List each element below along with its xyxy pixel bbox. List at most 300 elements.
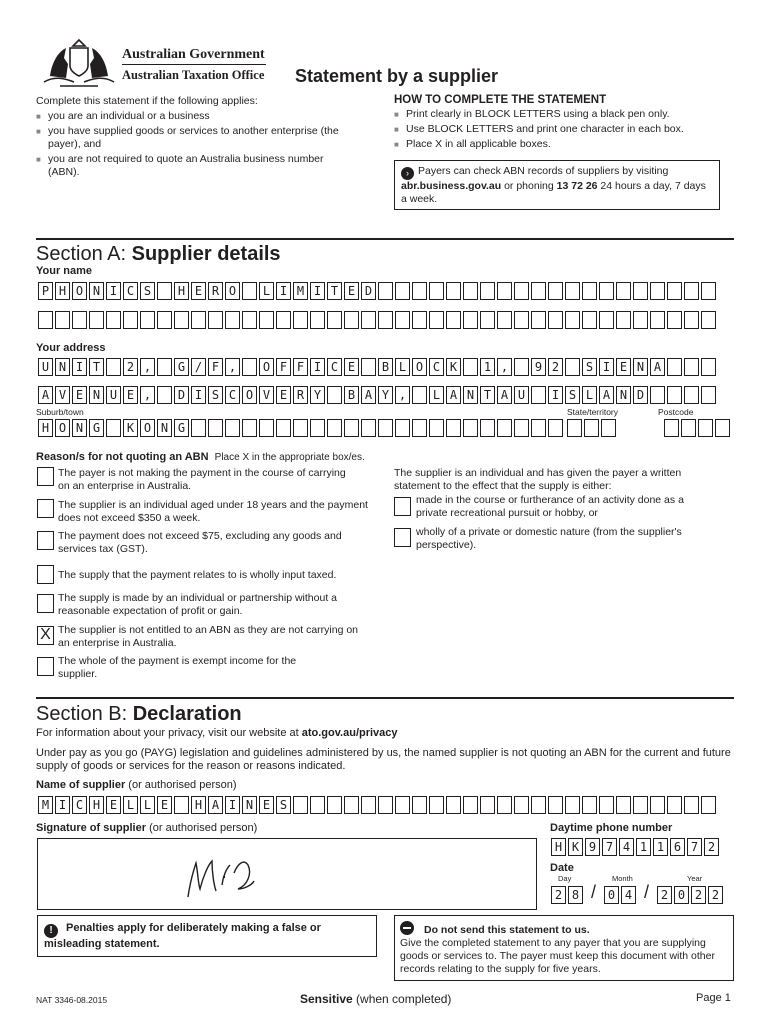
char-box[interactable] (667, 358, 682, 376)
char-box[interactable] (480, 419, 495, 437)
char-box[interactable] (327, 386, 342, 404)
char-box[interactable] (446, 311, 461, 329)
char-box[interactable] (225, 419, 240, 437)
char-box[interactable]: U (106, 386, 121, 404)
char-box[interactable] (664, 419, 679, 437)
char-box[interactable]: / (191, 358, 206, 376)
char-box[interactable] (565, 282, 580, 300)
char-box[interactable] (429, 282, 444, 300)
char-box[interactable]: H (551, 838, 566, 856)
char-box[interactable] (446, 282, 461, 300)
char-box[interactable]: P (38, 282, 53, 300)
char-box[interactable]: , (497, 358, 512, 376)
char-box[interactable]: I (55, 796, 70, 814)
char-box[interactable] (514, 358, 529, 376)
char-box[interactable]: L (582, 386, 597, 404)
char-box[interactable]: E (157, 796, 172, 814)
char-box[interactable] (429, 419, 444, 437)
char-box[interactable]: N (72, 419, 87, 437)
reason-checkbox[interactable] (37, 531, 54, 550)
char-box[interactable] (293, 311, 308, 329)
char-box[interactable]: A (446, 386, 461, 404)
char-box[interactable] (361, 311, 376, 329)
char-box[interactable] (327, 311, 342, 329)
phone-field[interactable] (551, 838, 721, 856)
char-box[interactable]: S (140, 282, 155, 300)
char-box[interactable] (429, 796, 444, 814)
char-box[interactable]: N (55, 358, 70, 376)
your-name-label: Your name (36, 265, 93, 277)
char-box[interactable] (412, 311, 427, 329)
char-box[interactable]: C (123, 282, 138, 300)
char-box[interactable] (548, 419, 563, 437)
reason-checkbox[interactable] (394, 497, 411, 516)
char-box[interactable] (701, 796, 716, 814)
char-box[interactable] (412, 796, 427, 814)
char-box[interactable] (567, 419, 582, 437)
char-box[interactable]: N (616, 386, 631, 404)
char-box[interactable]: S (208, 386, 223, 404)
char-box[interactable] (531, 796, 546, 814)
char-box[interactable]: I (225, 796, 240, 814)
char-box[interactable]: 0 (674, 886, 689, 904)
char-box[interactable] (157, 282, 172, 300)
char-box[interactable]: N (633, 358, 648, 376)
char-box[interactable] (514, 311, 529, 329)
char-box[interactable] (463, 311, 478, 329)
char-box[interactable]: G (174, 419, 189, 437)
char-box[interactable] (106, 311, 121, 329)
reason-checkbox[interactable] (394, 528, 411, 547)
char-box[interactable]: I (191, 386, 206, 404)
char-box[interactable]: O (140, 419, 155, 437)
char-box[interactable]: A (650, 358, 665, 376)
char-box[interactable] (412, 282, 427, 300)
char-box[interactable] (599, 311, 614, 329)
char-box[interactable] (395, 419, 410, 437)
char-box[interactable]: I (310, 282, 325, 300)
char-box[interactable] (72, 311, 87, 329)
char-box[interactable] (599, 796, 614, 814)
char-box[interactable] (497, 419, 512, 437)
char-box[interactable] (327, 796, 342, 814)
char-box[interactable] (701, 311, 716, 329)
char-box[interactable] (106, 358, 121, 376)
char-box[interactable] (548, 311, 563, 329)
char-box[interactable] (191, 419, 206, 437)
char-box[interactable] (701, 386, 716, 404)
char-box[interactable]: D (633, 386, 648, 404)
char-box[interactable] (446, 419, 461, 437)
char-box[interactable]: L (123, 796, 138, 814)
char-box[interactable] (667, 311, 682, 329)
char-box[interactable] (582, 311, 597, 329)
char-box[interactable]: 1 (480, 358, 495, 376)
char-box[interactable] (701, 282, 716, 300)
char-box[interactable] (276, 311, 291, 329)
char-box[interactable]: T (480, 386, 495, 404)
abr-link[interactable]: abr.business.gov.au (401, 180, 502, 192)
char-box[interactable]: 7 (602, 838, 617, 856)
date-day-field[interactable] (551, 886, 585, 904)
intro-lead: Complete this statement if the following applies: (36, 95, 258, 107)
char-box[interactable] (650, 311, 665, 329)
intro-item: ■ you are not required to quote an Australia business number (ABN). (36, 153, 341, 179)
char-box[interactable] (208, 311, 223, 329)
char-box[interactable] (378, 796, 393, 814)
char-box[interactable] (140, 311, 155, 329)
char-box[interactable]: O (259, 358, 274, 376)
char-box[interactable]: F (208, 358, 223, 376)
char-box[interactable] (327, 419, 342, 437)
postcode-field[interactable] (664, 419, 732, 437)
char-box[interactable] (123, 311, 138, 329)
state-field[interactable] (567, 419, 618, 437)
char-box[interactable]: E (276, 386, 291, 404)
char-box[interactable] (38, 311, 53, 329)
char-box[interactable] (463, 282, 478, 300)
char-box[interactable]: N (463, 386, 478, 404)
char-box[interactable]: M (293, 282, 308, 300)
char-box[interactable]: E (72, 386, 87, 404)
char-box[interactable] (412, 386, 427, 404)
char-box[interactable]: L (429, 386, 444, 404)
char-box[interactable] (616, 282, 631, 300)
char-box[interactable] (361, 796, 376, 814)
char-box[interactable]: O (225, 282, 240, 300)
char-box[interactable] (633, 311, 648, 329)
char-box[interactable]: N (89, 282, 104, 300)
char-box[interactable] (531, 311, 546, 329)
char-box[interactable] (157, 311, 172, 329)
char-box[interactable] (361, 358, 376, 376)
char-box[interactable]: O (412, 358, 427, 376)
char-box[interactable]: K (123, 419, 138, 437)
date-year-field[interactable] (657, 886, 725, 904)
char-box[interactable]: E (106, 796, 121, 814)
char-box[interactable]: U (514, 386, 529, 404)
char-box[interactable] (293, 419, 308, 437)
char-box[interactable] (548, 796, 563, 814)
char-box[interactable]: 8 (568, 886, 583, 904)
char-box[interactable] (480, 796, 495, 814)
char-box[interactable] (667, 282, 682, 300)
coat-of-arms-logo (40, 36, 118, 88)
char-box[interactable]: C (327, 358, 342, 376)
char-box[interactable] (259, 419, 274, 437)
char-box[interactable]: A (208, 796, 223, 814)
char-box[interactable] (242, 419, 257, 437)
char-box[interactable] (681, 419, 696, 437)
char-box[interactable]: V (55, 386, 70, 404)
char-box[interactable] (378, 282, 393, 300)
char-box[interactable]: C (225, 386, 240, 404)
char-box[interactable] (361, 419, 376, 437)
char-box[interactable] (89, 311, 104, 329)
char-box[interactable] (463, 796, 478, 814)
char-box[interactable] (514, 796, 529, 814)
char-box[interactable] (684, 358, 699, 376)
char-box[interactable] (480, 282, 495, 300)
char-box[interactable]: K (446, 358, 461, 376)
char-box[interactable]: N (89, 386, 104, 404)
char-box[interactable] (106, 419, 121, 437)
char-box[interactable] (565, 311, 580, 329)
char-box[interactable]: 2 (704, 838, 719, 856)
note-text: or phoning (501, 180, 557, 192)
char-box[interactable]: 2 (708, 886, 723, 904)
char-box[interactable] (531, 282, 546, 300)
char-box[interactable] (463, 358, 478, 376)
char-box[interactable] (616, 796, 631, 814)
char-box[interactable] (310, 796, 325, 814)
char-box[interactable] (565, 796, 580, 814)
reason-text: The supply that the payment relates to is wholly input taxed. (58, 569, 337, 581)
char-box[interactable]: 2 (551, 886, 566, 904)
char-box[interactable]: E (191, 282, 206, 300)
char-box[interactable] (395, 282, 410, 300)
privacy-line: For information about your privacy, visit our website at ato.gov.au/privacy (36, 727, 398, 739)
address-row-2[interactable] (38, 386, 718, 404)
char-box[interactable]: F (293, 358, 308, 376)
char-box[interactable]: G (174, 358, 189, 376)
section-rule (36, 697, 734, 699)
char-box[interactable]: L (395, 358, 410, 376)
char-box[interactable]: A (38, 386, 53, 404)
char-box[interactable]: S (276, 796, 291, 814)
char-box[interactable] (463, 419, 478, 437)
char-box[interactable] (650, 386, 665, 404)
signature-box[interactable] (37, 838, 537, 910)
char-box[interactable]: V (259, 386, 274, 404)
char-box[interactable]: U (38, 358, 53, 376)
char-box[interactable] (242, 358, 257, 376)
char-box[interactable] (531, 419, 546, 437)
char-box[interactable] (310, 311, 325, 329)
char-box[interactable] (174, 311, 189, 329)
char-box[interactable]: , (140, 386, 155, 404)
name-row-2[interactable] (38, 311, 718, 329)
char-box[interactable]: 9 (531, 358, 546, 376)
char-box[interactable] (497, 282, 512, 300)
char-box[interactable] (565, 358, 580, 376)
char-box[interactable] (378, 419, 393, 437)
char-box[interactable]: , (140, 358, 155, 376)
char-box[interactable] (698, 419, 713, 437)
char-box[interactable] (310, 419, 325, 437)
char-box[interactable] (242, 311, 257, 329)
char-box[interactable] (157, 358, 172, 376)
reason-checkbox[interactable] (37, 565, 54, 584)
char-box[interactable]: S (565, 386, 580, 404)
char-box[interactable] (378, 311, 393, 329)
sensitive-marking: Sensitive (when completed) (300, 992, 452, 1006)
char-box[interactable] (259, 311, 274, 329)
char-box[interactable]: C (429, 358, 444, 376)
reason-text: The payment does not exceed $75, excluding any goods and services tax (GST). (58, 530, 342, 555)
char-box[interactable] (55, 311, 70, 329)
char-box[interactable] (684, 386, 699, 404)
char-box[interactable] (174, 796, 189, 814)
char-box[interactable]: 4 (619, 838, 634, 856)
char-box[interactable] (344, 419, 359, 437)
char-box[interactable] (497, 796, 512, 814)
char-box[interactable]: D (361, 282, 376, 300)
char-box[interactable]: R (208, 282, 223, 300)
char-box[interactable]: 2 (691, 886, 706, 904)
char-box[interactable]: R (293, 386, 308, 404)
char-box[interactable] (344, 796, 359, 814)
char-box[interactable]: I (548, 386, 563, 404)
char-box[interactable] (650, 796, 665, 814)
char-box[interactable]: H (89, 796, 104, 814)
date-separator: / (591, 882, 597, 902)
char-box[interactable] (633, 282, 648, 300)
char-box[interactable]: A (599, 386, 614, 404)
char-box[interactable]: F (276, 358, 291, 376)
char-box[interactable] (497, 311, 512, 329)
your-address-label: Your address (36, 342, 106, 354)
char-box[interactable]: 0 (604, 886, 619, 904)
char-box[interactable]: K (568, 838, 583, 856)
reason-checkbox[interactable] (37, 467, 54, 486)
phone-label: Daytime phone number (550, 822, 673, 834)
char-box[interactable]: 1 (653, 838, 668, 856)
char-box[interactable]: I (310, 358, 325, 376)
char-box[interactable] (616, 311, 631, 329)
page-number: Page 1 (696, 992, 731, 1004)
char-box[interactable]: I (72, 358, 87, 376)
char-box[interactable]: N (242, 796, 257, 814)
char-box[interactable]: E (616, 358, 631, 376)
month-label: Month (612, 874, 633, 883)
char-box[interactable]: 2 (548, 358, 563, 376)
char-box[interactable]: L (140, 796, 155, 814)
char-box[interactable] (446, 796, 461, 814)
reason-checkbox[interactable] (37, 499, 54, 518)
char-box[interactable]: T (327, 282, 342, 300)
char-box[interactable]: O (55, 419, 70, 437)
char-box[interactable] (684, 282, 699, 300)
address-row-1[interactable] (38, 358, 718, 376)
char-box[interactable] (293, 796, 308, 814)
char-box[interactable]: B (344, 386, 359, 404)
char-box[interactable]: N (157, 419, 172, 437)
char-box[interactable] (684, 311, 699, 329)
char-box[interactable] (276, 419, 291, 437)
char-box[interactable]: O (72, 282, 87, 300)
char-box[interactable]: D (174, 386, 189, 404)
char-box[interactable] (395, 311, 410, 329)
reason-text: The supply is made by an individual or partnership without a reasonable expectation of profit or gain. (58, 592, 337, 617)
char-box[interactable] (531, 386, 546, 404)
suburb-field[interactable] (38, 419, 565, 437)
char-box[interactable] (715, 419, 730, 437)
char-box[interactable] (599, 282, 614, 300)
char-box[interactable] (429, 311, 444, 329)
char-box[interactable]: Y (378, 386, 393, 404)
char-box[interactable] (412, 419, 427, 437)
char-box[interactable] (582, 796, 597, 814)
char-box[interactable]: , (395, 386, 410, 404)
char-box[interactable] (684, 796, 699, 814)
char-box[interactable]: I (106, 282, 121, 300)
char-box[interactable]: G (89, 419, 104, 437)
char-box[interactable]: O (242, 386, 257, 404)
char-box[interactable] (480, 311, 495, 329)
char-box[interactable]: I (276, 282, 291, 300)
char-box[interactable] (633, 796, 648, 814)
char-box[interactable] (667, 796, 682, 814)
char-box[interactable] (667, 386, 682, 404)
char-box[interactable]: E (123, 386, 138, 404)
char-box[interactable] (701, 358, 716, 376)
char-box[interactable]: E (344, 358, 359, 376)
reason-checkbox[interactable] (37, 594, 54, 613)
char-box[interactable]: M (38, 796, 53, 814)
char-box[interactable]: Y (310, 386, 325, 404)
state-label: State/territory (567, 407, 619, 417)
char-box[interactable]: C (72, 796, 87, 814)
char-box[interactable] (582, 282, 597, 300)
char-box[interactable]: E (259, 796, 274, 814)
char-box[interactable]: 2 (657, 886, 672, 904)
char-box[interactable] (191, 311, 206, 329)
char-box[interactable] (514, 282, 529, 300)
char-box[interactable]: 9 (585, 838, 600, 856)
char-box[interactable] (548, 282, 563, 300)
char-box[interactable] (208, 419, 223, 437)
char-box[interactable]: I (599, 358, 614, 376)
char-box[interactable] (225, 311, 240, 329)
char-box[interactable]: H (174, 282, 189, 300)
supplier-name-field[interactable] (38, 796, 718, 814)
header-divider (122, 64, 266, 65)
char-box[interactable]: H (191, 796, 206, 814)
declaration-body: Under pay as you go (PAYG) legislation and guidelines administered by us, the named supplier is not quoting an ABN for the current and future supply of goods or services for the reason or reasons indicated. (36, 747, 731, 772)
char-box[interactable] (584, 419, 599, 437)
char-box[interactable] (650, 282, 665, 300)
char-box[interactable]: 6 (670, 838, 685, 856)
char-box[interactable]: B (378, 358, 393, 376)
char-box[interactable]: T (89, 358, 104, 376)
char-box[interactable]: 4 (621, 886, 636, 904)
char-box[interactable]: L (259, 282, 274, 300)
char-box[interactable] (242, 282, 257, 300)
date-month-field[interactable] (604, 886, 638, 904)
char-box[interactable]: , (225, 358, 240, 376)
name-row-1[interactable] (38, 282, 718, 300)
char-box[interactable] (601, 419, 616, 437)
char-box[interactable]: H (55, 282, 70, 300)
char-box[interactable]: E (344, 282, 359, 300)
reason-checkbox[interactable] (37, 657, 54, 676)
char-box[interactable] (395, 796, 410, 814)
char-box[interactable]: 1 (636, 838, 651, 856)
char-box[interactable] (514, 419, 529, 437)
char-box[interactable]: 7 (687, 838, 702, 856)
privacy-link[interactable]: ato.gov.au/privacy (301, 727, 398, 739)
char-box[interactable]: S (582, 358, 597, 376)
howto-block (394, 94, 734, 151)
char-box[interactable] (344, 311, 359, 329)
reason-checkbox[interactable]: X (37, 626, 54, 645)
char-box[interactable]: A (497, 386, 512, 404)
char-box[interactable]: A (361, 386, 376, 404)
char-box[interactable]: H (38, 419, 53, 437)
char-box[interactable] (157, 386, 172, 404)
char-box[interactable]: 2 (123, 358, 138, 376)
